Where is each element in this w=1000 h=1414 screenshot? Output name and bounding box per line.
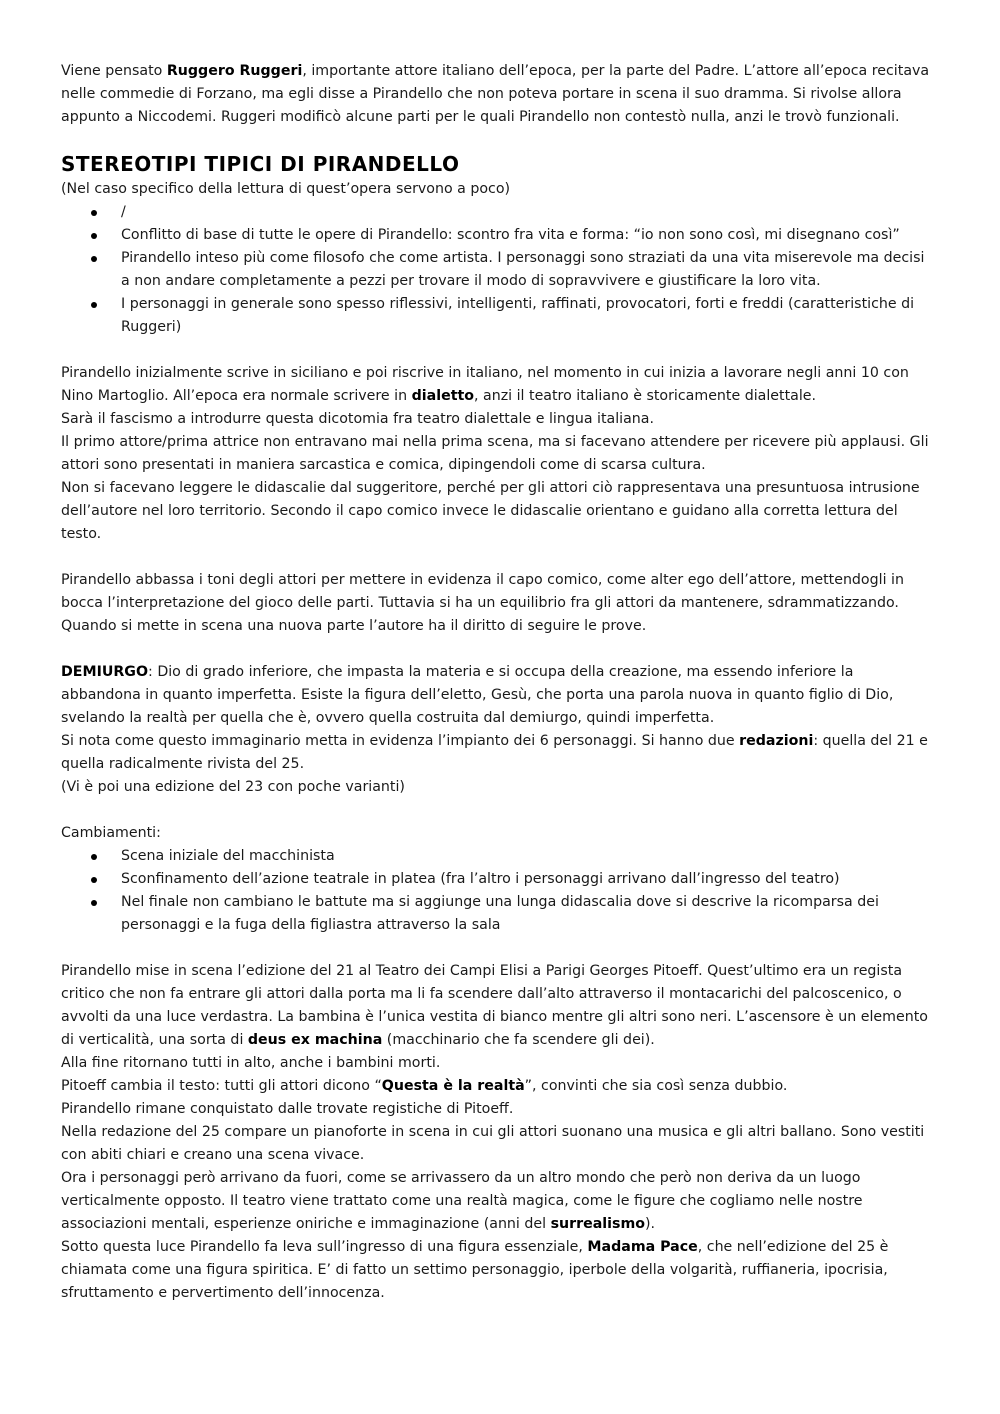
dialetto-term: dialetto (411, 388, 475, 404)
list-item: I personaggi in generale sono spesso riflessivi, intelligenti, raffinati, provocatori, forti e freddi (caratteristiche di Ruggeri) (121, 293, 935, 339)
list-item: Pirandello inteso più come filosofo che come artista. I personaggi sono straziati da una vita miserevole ma decisi a non andare completamente a pezzi per trovare il modo di sopravvivere e giustificare la loro vita. (121, 247, 935, 293)
cambiamenti-label: Cambiamenti: (61, 825, 161, 841)
cambiamenti-list (61, 845, 935, 937)
list-item: Sconfinamento dell’azione teatrale in platea (fra l’altro i personaggi arrivano dall’ingresso del teatro) (121, 868, 935, 891)
intro-paragraph: Viene pensato Ruggero Ruggeri, importante attore italiano dell’epoca, per la parte del Padre. L’attore all’epoca recitava nelle commedie di Forzano, ma egli disse a Pirandello che non poteva portare in scena il suo dramma. Si rivolse allora appunto a Niccodemi. Ruggeri modificò alcune parti per le quali Pirandello non contestò nulla, anzi le trovò funzionali. (61, 63, 930, 125)
pitoeff-testo-line: Pitoeff cambia il testo: tutti gli attori dicono “Questa è la realtà”, convinti che sia così senza dubbio. (61, 1078, 788, 1094)
conquistato-line: Pirandello rimane conquistato dalle trovate registiche di Pitoeff. (61, 1101, 514, 1117)
ruggeri-name: Ruggero Ruggeri (166, 63, 303, 79)
surrealismo-line: Ora i personaggi però arrivano da fuori, come se arrivassero da un altro mondo che però non deriva da un luogo verticalmente opposto. Il teatro viene trattato come una realtà magica, come le figure che cogliamo nelle nostre associazioni mentali, esperienze oniriche e immaginazione (anni del surrealismo). (61, 1170, 863, 1232)
questa-realta-term: Questa è la realtà (381, 1078, 525, 1094)
madama-pace-term: Madama Pace (587, 1239, 698, 1255)
surrealismo-term: surrealismo (550, 1216, 645, 1232)
stereotipi-list (61, 201, 935, 339)
redazioni-line: Si nota come questo immaginario metta in evidenza l’impianto dei 6 personaggi. Si hanno due redazioni: quella del 21 e quella radicalmente rivista del 25. (61, 733, 928, 772)
list-item: Conflitto di base di tutte le opere di Pirandello: scontro fra vita e forma: “io non sono così, mi disegnano così” (121, 224, 935, 247)
capo-comico-paragraph: Pirandello abbassa i toni degli attori per mettere in evidenza il capo comico, come alter ego dell’attore, mettendogli in bocca l’interpretazione del gioco delle parti. Tuttavia si ha un equilibrio fra gli attori da mantenere, sdrammatizzando. Quando si mette in scena una nuova parte l’autore ha il diritto di seguire le prove. (61, 572, 904, 634)
pianoforte-line: Nella redazione del 25 compare un pianoforte in scena in cui gli attori suonano una musica e gli altri ballano. Sono vestiti con abiti chiari e creano una scena vivace. (61, 1124, 925, 1163)
list-item: Scena iniziale del macchinista (121, 845, 935, 868)
document-page (61, 60, 935, 1305)
dialetto-paragraph: Pirandello inizialmente scrive in siciliano e poi riscrive in italiano, nel momento in cui inizia a lavorare negli anni 10 con Nino Martoglio. All’epoca era normale scrivere in dialetto, anzi il teatro italiano è storicamente dialettale. (61, 365, 909, 404)
primo-attore-line: Il primo attore/prima attrice non entravano mai nella prima scena, ma si facevano attendere per ricevere più applausi. Gli attori sono presentati in maniera sarcastica e comica, dipingendoli come di scarsa cultura. (61, 434, 929, 473)
fascismo-line: Sarà il fascismo a introdurre questa dicotomia fra teatro dialettale e lingua italiana. (61, 411, 655, 427)
bambini-line: Alla fine ritornano tutti in alto, anche i bambini morti. (61, 1055, 441, 1071)
edizione-23-line: (Vi è poi una edizione del 23 con poche varianti) (61, 779, 405, 795)
madama-pace-line: Sotto questa luce Pirandello fa leva sull’ingresso di una figura essenziale, Madama Pace, che nell’edizione del 25 è chiamata come una figura spiritica. E’ di fatto un settimo personaggio, iperbole della volgarità, ruffianeria, ipocrisia, sfruttamento e pervertimento dell’innocenza. (61, 1239, 889, 1301)
section-note: (Nel caso specifico della lettura di quest’opera servono a poco) (61, 181, 511, 197)
demiurgo-paragraph: DEMIURGO: Dio di grado inferiore, che impasta la materia e si occupa della creazione, ma essendo inferiore la abbandona in quanto imperfetta. Esiste la figura dell’eletto, Gesù, che porta una parola nuova in quanto figlio di Dio, svelando la realtà per quella che è, ovvero quella costruita dal demiurgo, quindi imperfetta. (61, 664, 894, 726)
section-heading-stereotipi: STEREOTIPI TIPICI DI PIRANDELLO (61, 152, 460, 176)
demiurgo-term: DEMIURGO (61, 664, 149, 680)
pitoeff-paragraph: Pirandello mise in scena l’edizione del 21 al Teatro dei Campi Elisi a Parigi Georges Pitoeff. Quest’ultimo era un regista critico che non fa entrare gli attori dalla porta ma li fa scendere dall’alto attraverso il montacarichi del palcoscenico, o avvolti da una luce verdastra. La bambina è l’unica vestita di bianco mentre gli altri sono neri. L’ascensore è un elemento di verticalità, una sorta di deus ex machina (macchinario che fa scendere gli dei). (61, 963, 928, 1048)
deus-ex-machina-term: deus ex machina (247, 1032, 383, 1048)
list-item: Nel finale non cambiano le battute ma si aggiunge una lunga didascalia dove si descrive la ricomparsa dei personaggi e la fuga della figliastra attraverso la sala (121, 891, 935, 937)
didascalie-line: Non si facevano leggere le didascalie dal suggeritore, perché per gli attori ciò rappresentava una presuntuosa intrusione dell’autore nel loro territorio. Secondo il capo comico invece le didascalie orientano e guidano alla corretta lettura del testo. (61, 480, 920, 542)
redazioni-term: redazioni (739, 733, 814, 749)
list-item: / (121, 201, 935, 224)
